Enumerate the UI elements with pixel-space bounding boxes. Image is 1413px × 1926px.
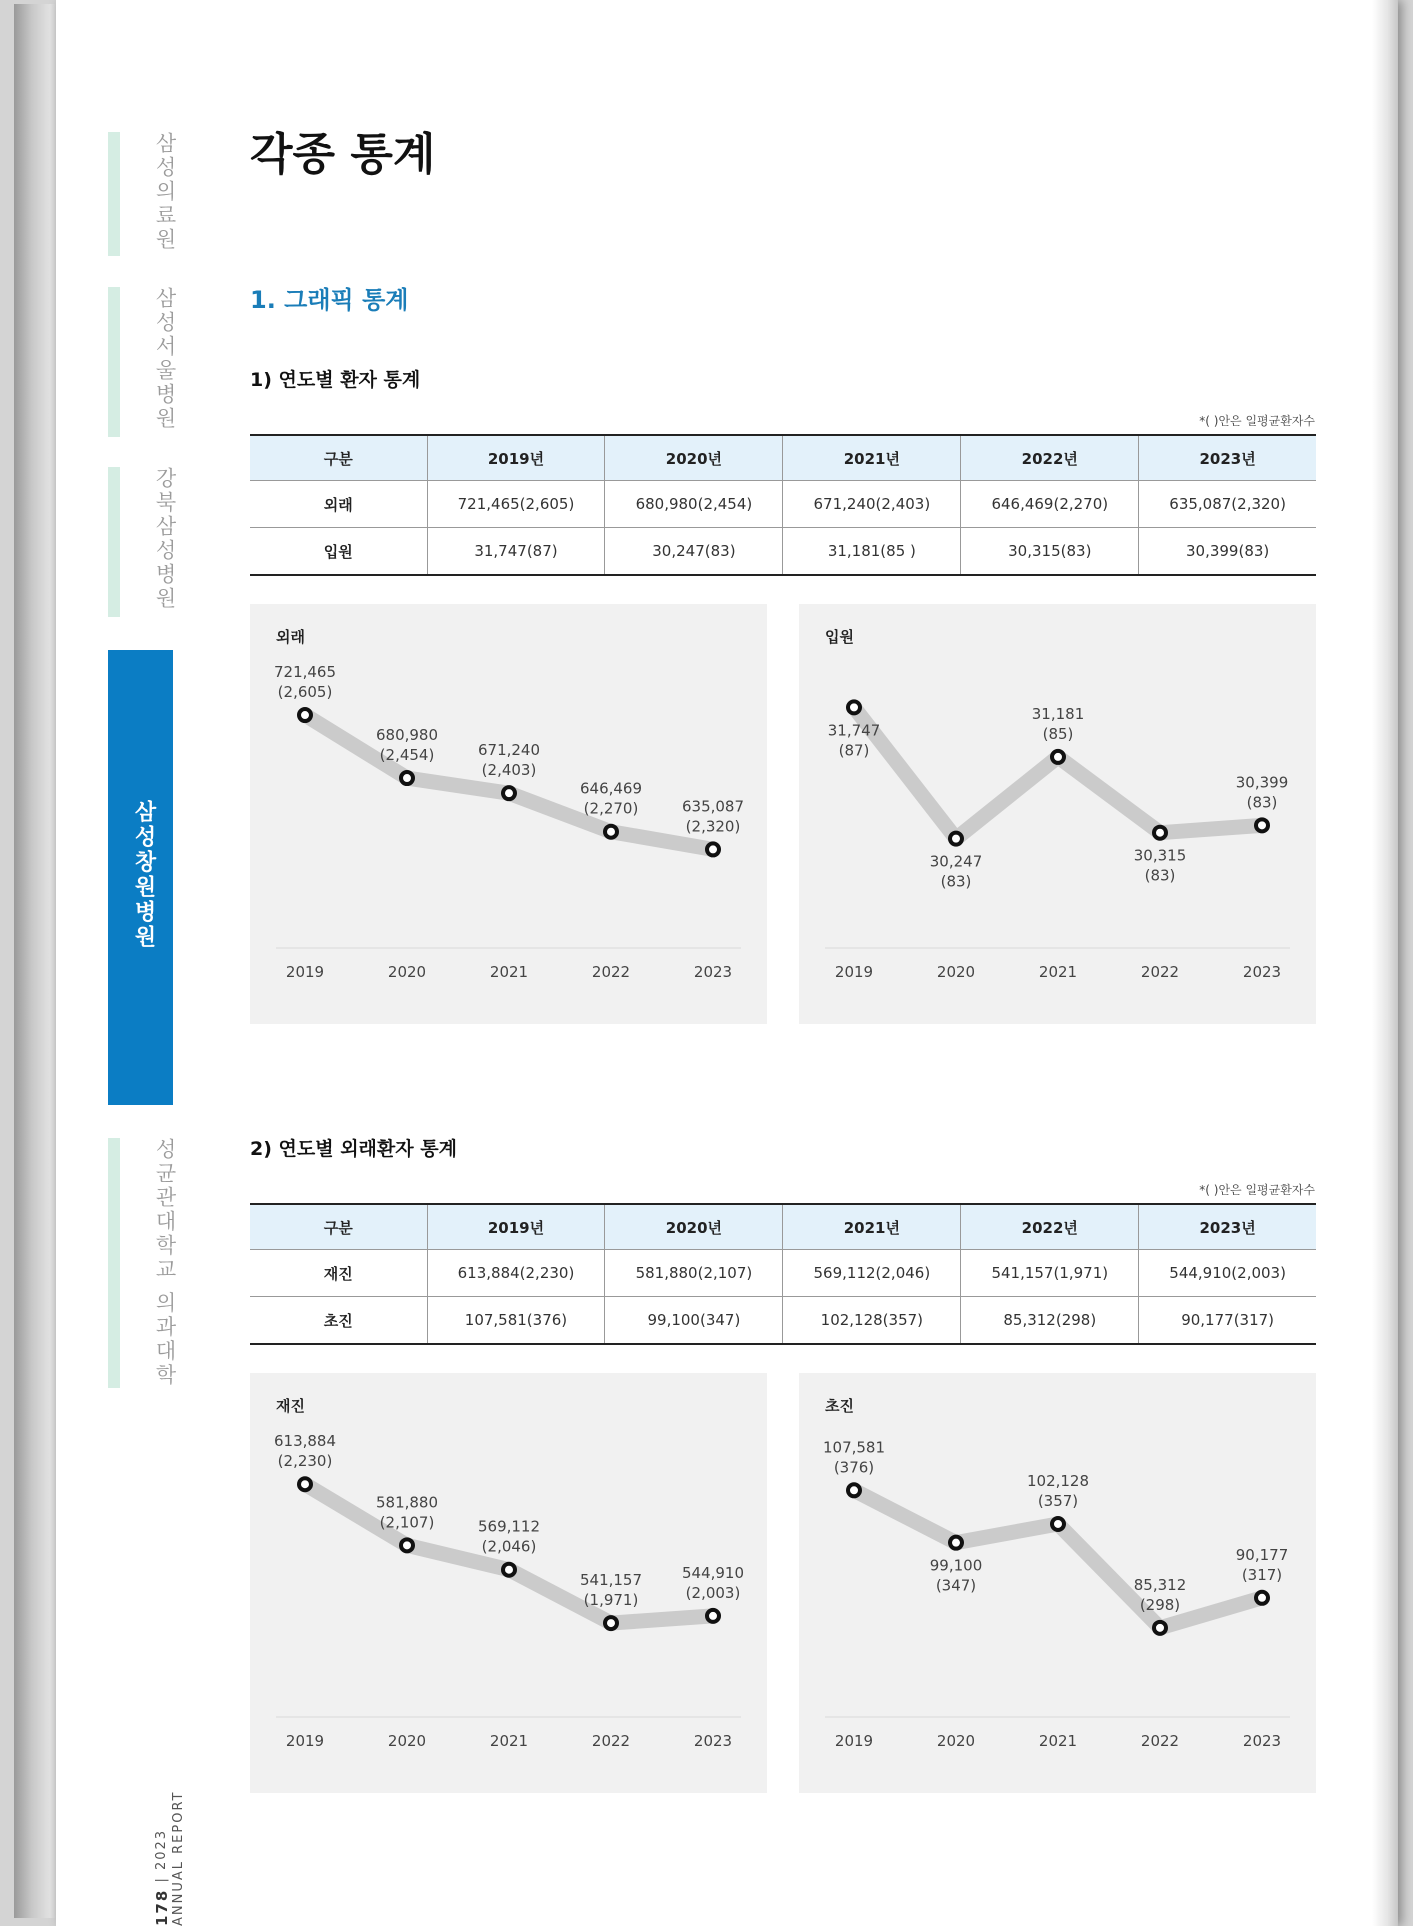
table-row — [250, 1297, 1316, 1345]
x-tick-label: 2019 — [834, 1732, 874, 1750]
data-label: 30,247 — [929, 852, 983, 871]
table-cell: 85,312(298) — [961, 1297, 1139, 1345]
data-label: 581,880 — [375, 1493, 439, 1512]
chart-first-visit — [799, 1373, 1316, 1793]
table-cell: 721,465(2,605) — [427, 481, 605, 528]
x-tick-label: 2022 — [591, 963, 631, 981]
row-header-cell: 초진 — [250, 1297, 427, 1345]
table-cell: 646,469(2,270) — [961, 481, 1139, 528]
data-point — [299, 709, 311, 721]
table-header-cell: 2023년 — [1139, 435, 1316, 481]
table-cell: 544,910(2,003) — [1139, 1250, 1316, 1297]
data-label: 85,312 — [1133, 1575, 1187, 1594]
chart-inpatient — [799, 604, 1316, 1024]
table-header-cell: 2022년 — [961, 1204, 1139, 1250]
chart-title: 초진 — [825, 1397, 854, 1415]
footer-separator: | — [154, 1876, 169, 1883]
table-title: 2) 연도별 외래환자 통계 — [250, 1138, 457, 1160]
table-cell: 31,181(85 ) — [783, 528, 961, 576]
data-point — [503, 1564, 515, 1576]
data-label-sub: (2,046) — [481, 1537, 537, 1556]
table-header-cell: 구분 — [250, 435, 427, 481]
chart-outpatient — [250, 604, 767, 1024]
x-tick-label: 2023 — [693, 1732, 733, 1750]
data-point — [707, 1610, 719, 1622]
side-tab-active-label: 삼성창원병원 — [131, 800, 156, 950]
x-tick-label: 2020 — [387, 1732, 427, 1750]
data-label: 671,240 — [477, 741, 541, 760]
table-cell: 107,581(376) — [427, 1297, 605, 1345]
x-tick-label: 2019 — [285, 1732, 325, 1750]
data-label-sub: (357) — [1037, 1491, 1079, 1510]
table-cell: 541,157(1,971) — [961, 1250, 1139, 1297]
data-point — [1256, 1592, 1268, 1604]
data-label: 569,112 — [477, 1517, 541, 1536]
data-label: 541,157 — [579, 1571, 643, 1590]
table-row — [250, 481, 1316, 528]
side-tab-bar — [108, 1138, 120, 1388]
table-header-cell: 2020년 — [605, 1204, 783, 1250]
data-label-sub: (83) — [1246, 793, 1278, 812]
data-label-sub: (2,270) — [583, 799, 639, 818]
x-tick-label: 2023 — [693, 963, 733, 981]
chart-title: 외래 — [276, 628, 305, 646]
data-label-sub: (376) — [833, 1458, 875, 1477]
side-tab-bar — [108, 132, 120, 256]
data-label-sub: (317) — [1241, 1565, 1283, 1584]
table-cell: 569,112(2,046) — [783, 1250, 961, 1297]
data-point — [401, 1539, 413, 1551]
data-label: 102,128 — [1026, 1471, 1090, 1490]
data-label: 613,884 — [273, 1432, 337, 1451]
data-point — [848, 1484, 860, 1496]
row-header-cell: 입원 — [250, 528, 427, 576]
side-tab-bar — [108, 287, 120, 437]
table-row — [250, 1250, 1316, 1297]
table-row — [250, 528, 1316, 576]
series-line — [305, 715, 713, 849]
data-point — [1256, 819, 1268, 831]
data-label: 30,315 — [1133, 846, 1187, 865]
data-label-sub: (2,605) — [277, 683, 333, 702]
table-header-cell: 2020년 — [605, 435, 783, 481]
table-cell: 613,884(2,230) — [427, 1250, 605, 1297]
side-tab-label: 성균관대학교 의과대학 — [153, 1138, 177, 1388]
x-tick-label: 2019 — [834, 963, 874, 981]
chart-title: 재진 — [276, 1397, 305, 1415]
x-tick-label: 2022 — [1140, 1732, 1180, 1750]
data-label-sub: (2,107) — [379, 1513, 435, 1532]
row-header-cell: 외래 — [250, 481, 427, 528]
data-point — [848, 701, 860, 713]
table-cell: 30,399(83) — [1139, 528, 1316, 576]
data-label-sub: (2,320) — [685, 817, 741, 836]
data-label-sub: (85) — [1042, 724, 1074, 743]
table-header-row — [250, 435, 1316, 481]
x-tick-label: 2023 — [1242, 1732, 1282, 1750]
x-tick-label: 2021 — [489, 963, 529, 981]
table-header-cell: 2019년 — [427, 1204, 605, 1250]
page-footer — [153, 1780, 186, 1926]
data-label-sub: (83) — [1144, 866, 1176, 885]
data-label-sub: (1,971) — [583, 1591, 639, 1610]
data-label-sub: (2,003) — [685, 1583, 741, 1602]
data-point — [605, 1617, 617, 1629]
side-tab-label: 강북삼성병원 — [153, 467, 177, 611]
data-point — [1154, 1622, 1166, 1634]
table-cell: 31,747(87) — [427, 528, 605, 576]
side-tab-label: 삼성서울병원 — [153, 287, 177, 431]
table-cell: 90,177(317) — [1139, 1297, 1316, 1345]
table-cell: 102,128(357) — [783, 1297, 961, 1345]
row-header-cell: 재진 — [250, 1250, 427, 1297]
side-tab-bar — [108, 467, 120, 617]
report-name: 2023 ANNUAL REPORT — [154, 1790, 186, 1926]
table-header-cell: 2023년 — [1139, 1204, 1316, 1250]
data-label: 99,100 — [929, 1556, 983, 1575]
table-cell: 30,315(83) — [961, 528, 1139, 576]
table-title: 1) 연도별 환자 통계 — [250, 369, 421, 391]
table-header-row — [250, 1204, 1316, 1250]
table-cell: 99,100(347) — [605, 1297, 783, 1345]
data-label: 544,910 — [681, 1563, 745, 1582]
data-label-sub: (87) — [838, 741, 870, 760]
x-tick-label: 2023 — [1242, 963, 1282, 981]
table-header-cell: 2021년 — [783, 435, 961, 481]
data-point — [1052, 1518, 1064, 1530]
table-header-cell: 구분 — [250, 1204, 427, 1250]
x-tick-label: 2020 — [936, 1732, 976, 1750]
data-label-sub: (347) — [935, 1576, 977, 1595]
page-number: 178 — [153, 1888, 171, 1926]
x-tick-label: 2021 — [489, 1732, 529, 1750]
data-point — [299, 1478, 311, 1490]
data-label: 721,465 — [273, 663, 337, 682]
table-cell: 581,880(2,107) — [605, 1250, 783, 1297]
data-label: 680,980 — [375, 726, 439, 745]
table-cell: 680,980(2,454) — [605, 481, 783, 528]
data-label: 646,469 — [579, 779, 643, 798]
line-chart-svg — [799, 604, 1316, 1024]
data-label-sub: (83) — [940, 872, 972, 891]
x-tick-label: 2020 — [936, 963, 976, 981]
data-label: 90,177 — [1235, 1545, 1289, 1564]
table-cell: 30,247(83) — [605, 528, 783, 576]
table-header-cell: 2022년 — [961, 435, 1139, 481]
data-point — [707, 843, 719, 855]
data-point — [605, 826, 617, 838]
x-tick-label: 2022 — [591, 1732, 631, 1750]
data-label: 31,181 — [1031, 704, 1085, 723]
chart-revisit — [250, 1373, 767, 1793]
data-point — [503, 787, 515, 799]
x-tick-label: 2022 — [1140, 963, 1180, 981]
series-line — [854, 1490, 1262, 1628]
x-tick-label: 2021 — [1038, 1732, 1078, 1750]
table-header-cell: 2019년 — [427, 435, 605, 481]
table-cell: 635,087(2,320) — [1139, 481, 1316, 528]
stats-table-patients — [250, 434, 1316, 576]
x-tick-label: 2020 — [387, 963, 427, 981]
table-cell: 671,240(2,403) — [783, 481, 961, 528]
data-point — [401, 772, 413, 784]
data-label-sub: (2,403) — [481, 761, 537, 780]
data-point — [1154, 827, 1166, 839]
data-label-sub: (2,230) — [277, 1452, 333, 1471]
data-point — [1052, 751, 1064, 763]
section-title: 1. 그래픽 통계 — [250, 286, 409, 314]
side-tab-label: 삼성의료원 — [153, 132, 177, 252]
stats-table-outpatient — [250, 1203, 1316, 1345]
data-label: 31,747 — [827, 721, 881, 740]
line-chart-svg — [799, 1373, 1316, 1793]
data-label: 107,581 — [822, 1438, 886, 1457]
data-label-sub: (2,454) — [379, 746, 435, 765]
table-note: *( )안은 일평균환자수 — [1199, 414, 1315, 428]
x-tick-label: 2021 — [1038, 963, 1078, 981]
data-label: 635,087 — [681, 797, 745, 816]
line-chart-svg — [250, 604, 767, 1024]
data-label: 30,399 — [1235, 773, 1289, 792]
data-label-sub: (298) — [1139, 1595, 1181, 1614]
data-point — [950, 1537, 962, 1549]
page-title: 각종 통계 — [250, 129, 436, 180]
chart-title: 입원 — [825, 628, 854, 646]
table-note: *( )안은 일평균환자수 — [1199, 1183, 1315, 1197]
table-header-cell: 2021년 — [783, 1204, 961, 1250]
data-point — [950, 833, 962, 845]
x-tick-label: 2019 — [285, 963, 325, 981]
line-chart-svg — [250, 1373, 767, 1793]
